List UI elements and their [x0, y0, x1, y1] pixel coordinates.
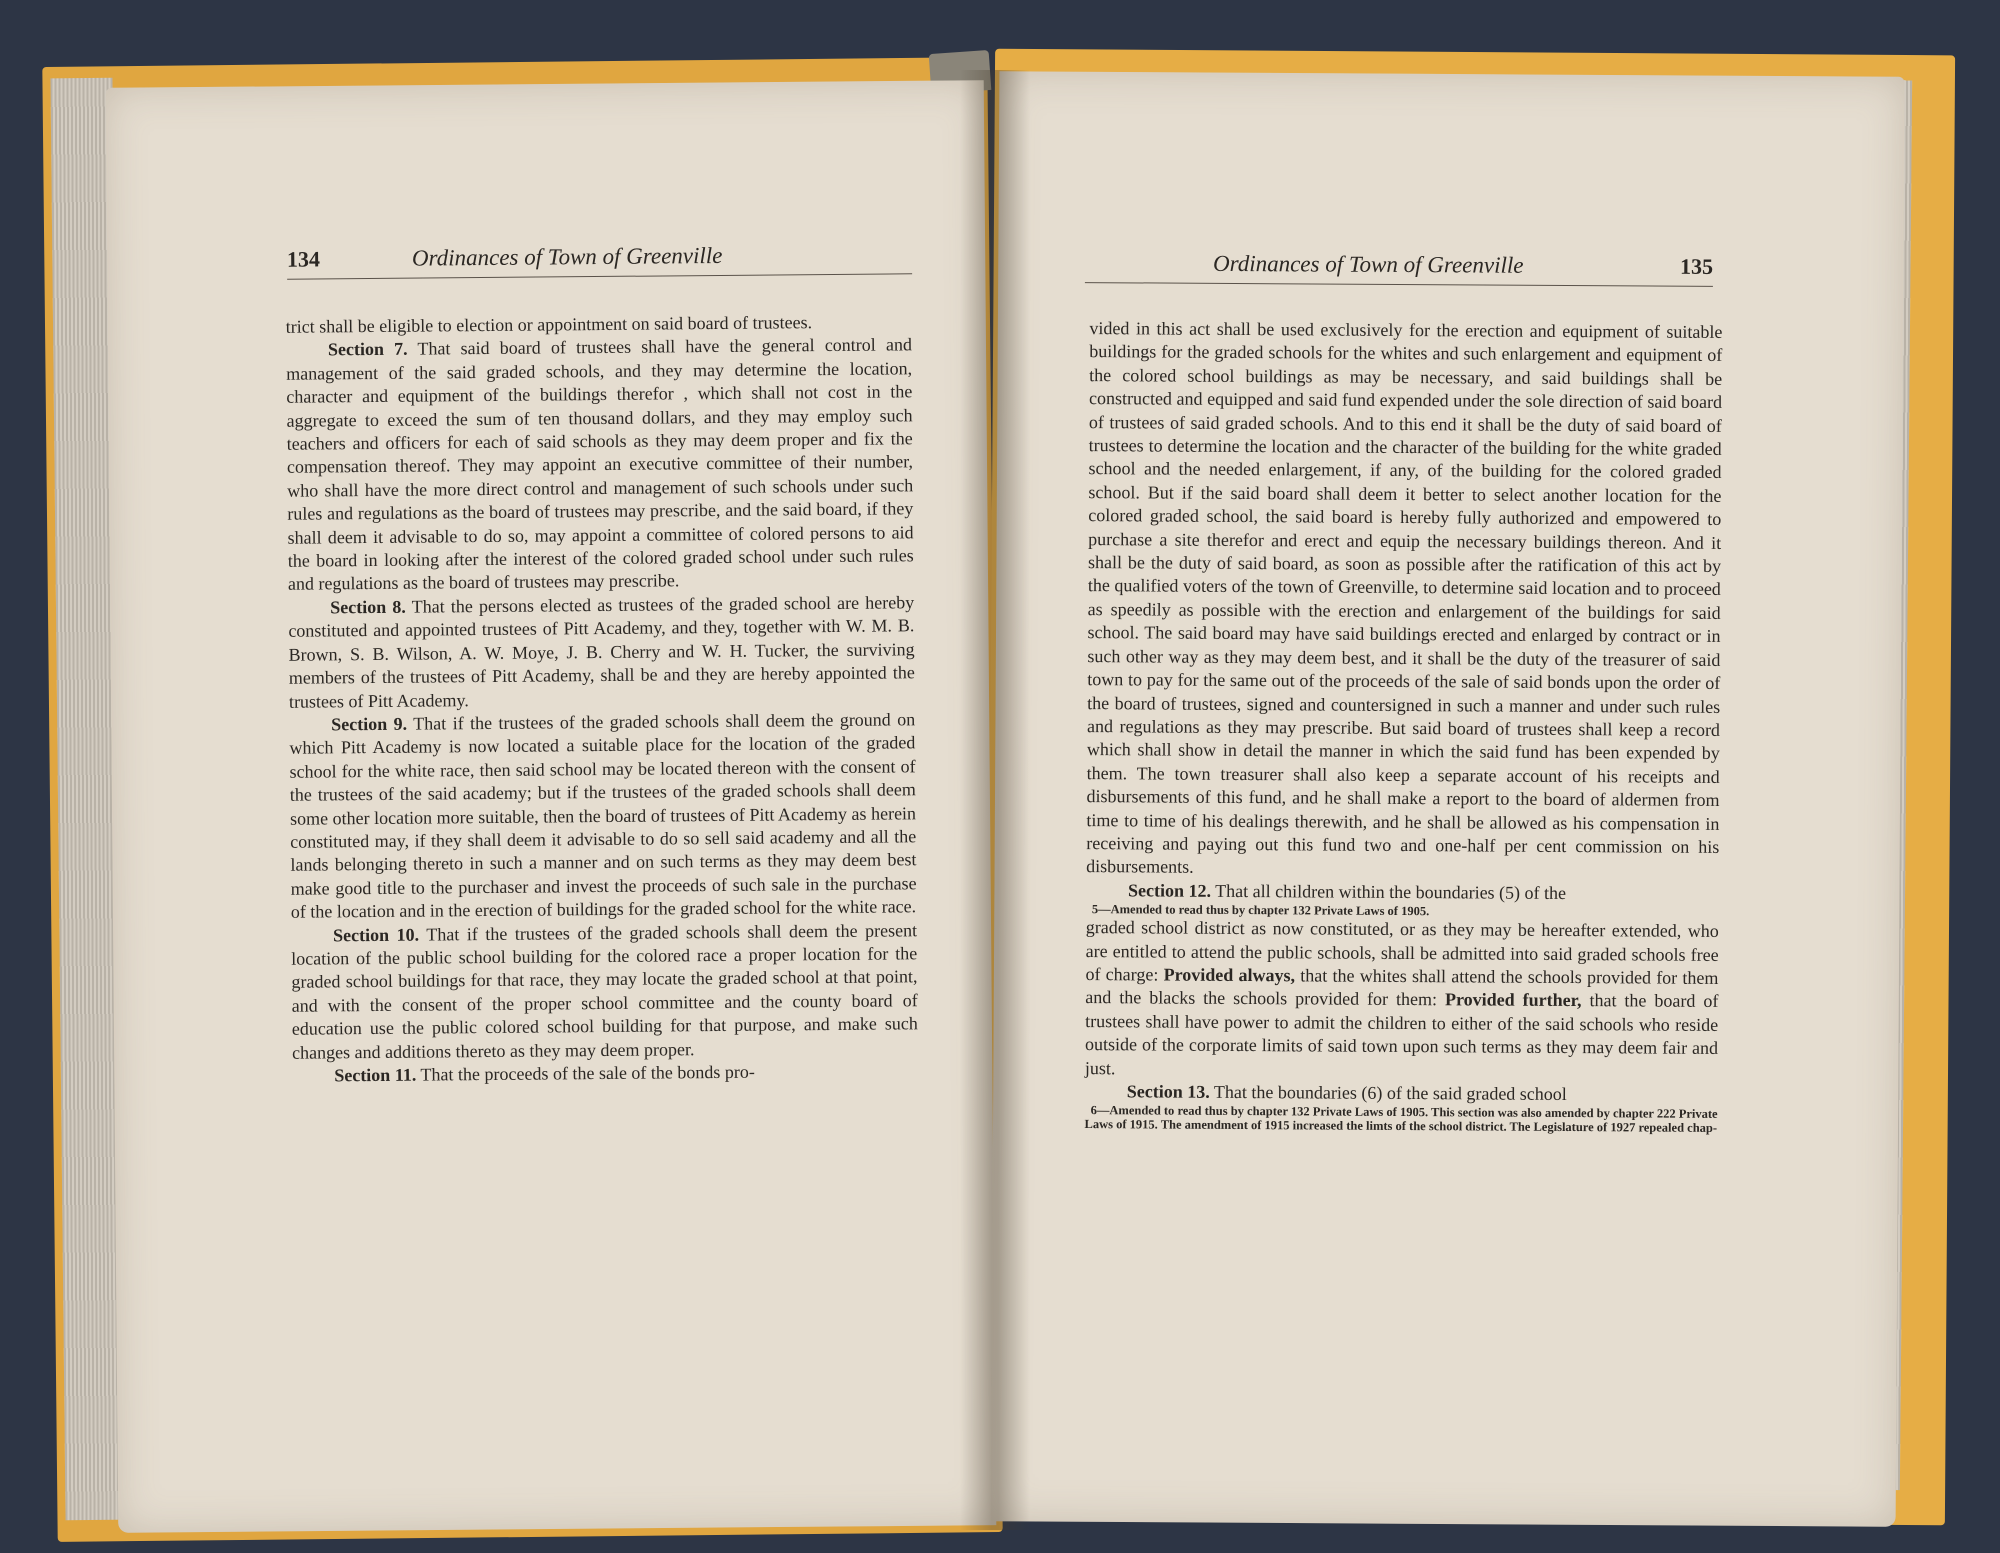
section-7 — [286, 334, 914, 597]
right-header-title: Ordinances of Town of Greenville — [1212, 250, 1524, 278]
section-heading: Section 7. — [327, 339, 408, 360]
section-heading: Section 13. — [1126, 1081, 1210, 1102]
proviso-emphasis: Provided always, — [1163, 964, 1296, 986]
section-heading: Section 9. — [331, 713, 408, 735]
section-heading: Section 10. — [332, 924, 420, 945]
paragraph: vided in this act shall be used exclusively for the erection and equipment of suitable buildings for the graded schools for the whites and such enlargement and equipment of the colored school buildings as may be necessary, and said buildings shall be constructed and equipped and said fund expended under the sole direction of said board of trustees of said graded schools. And to this end it shall be the duty of said board of trustees to determine the location and the character of the building for the white graded school and the needed enlargement, if any, of the building for the colored graded school. But if the said board shall deem it better to select another location for the colored graded school, the said board is hereby fully authorized and empowered to purchase a site therefor and erect and equip the necessary buildings thereon. And it shall be the duty of said board, as soon as possible after the ratification of this act by the qualified voters of the town of Greenville, to determine said location and to proceed as speedily as possible with the erection and enlargement of the buildings for said school. The said board may have said buildings erected and enlarged by contract or in such other way as they may deem best, and it shall be the duty of the treasurer of said town to pay for the same out of the proceeds of the sale of said bonds upon the order of the board of trustees, signed and countersigned in such a manner and under such rules and regulations as they may prescribe. But said board of trustees shall keep a record which shall show in detail the manner in which the said fund has been expended by them. The town treasurer shall also keep a separate account of his receipts and disbursements of this fund, and he shall make a report to the board of aldermen from time to time of his dealings therewith, and he shall be allowed as his compensation in receiving and paying out this fund two and one-half per cent commission on his disbursements. — [1086, 318, 1723, 878]
section-10 — [291, 919, 918, 1065]
footnote-5: 5—Amended to read thus by chapter 132 Private Laws of 1905. — [1091, 902, 1430, 919]
paragraph-text: That said board of trustees shall have the general control and management of the said graded schools, and they may determine the location, character and equipment of the buildings therefor , which shall not cost in the aggregate to exceed the sum of ten thousand dollars, and they may employ such teachers and officers for each of said schools as they may deem proper and fix the compensation thereof. They may appoint an executive committee of their number, who shall have the more direct control and management of such schools under such rules and regulations as the board of trustees may prescribe, and the said board, if they shall deem it advisable to do so, may appoint a committee of colored persons to aid the board in looking after the interest of the colored graded school under such rules and regulations as the board of trustees may prescribe. — [286, 334, 914, 595]
footnote-6: 6—Amended to read thus by chapter 132 Private Laws of 1905. This section was also amended by chapter 222 Private Laws of 1915. The amendment of 1915 increased the limts of the school district. The Legislature of 1927 repealed chap- — [1084, 1103, 1718, 1136]
right-page-text — [1085, 317, 1723, 1135]
left-header-title: Ordinances of Town of Greenville — [411, 242, 723, 271]
section-heading: Section 11. — [334, 1064, 417, 1086]
section-heading: Section 12. — [1127, 880, 1212, 901]
proviso-emphasis: Provided further, — [1444, 989, 1582, 1011]
paragraph-text: That if the trustees of the graded schools shall deem the present location of the public school building for the colored race a proper location for the graded school buildings for that race, they may locate the graded school at that point, and with the consent of the proper school committee and the county board of education use the public colored school building for that purpose, and make such changes and additions thereto as they may deem proper. — [291, 919, 918, 1063]
right-page-number: 135 — [1679, 253, 1714, 279]
section-heading: Section 8. — [330, 596, 406, 618]
paragraph-text: that the whites shall attend the schools provided for them and the blacks the schools provided for them: — [1085, 965, 1719, 1010]
paragraph-text: that the board of trustees shall have power to admit the children to either of the said schools who reside outside of the corporate limits of said town upon such terms as they may deem fair and just. — [1084, 990, 1719, 1078]
paragraph-text: trict shall be eligible to election or appointment on said board of trustees. — [285, 312, 813, 337]
left-page-number: 134 — [286, 246, 321, 272]
left-page-text — [286, 310, 919, 1088]
right-running-head — [1085, 250, 1713, 287]
book-gutter — [960, 70, 1030, 1530]
left-running-head — [287, 241, 912, 279]
paragraph-text: That all children within the boundaries (5) of the — [1215, 880, 1567, 903]
paragraph-text: That the proceeds of the sale of the bonds pro- — [420, 1061, 755, 1085]
section-8 — [288, 591, 915, 713]
paragraph-text: graded school district as now constituted, or as they may be hereafter extended, who are entitled to attend the public schools, shall be admitted into said graded schools free of charge: — [1085, 917, 1719, 985]
section-12-body — [1085, 916, 1719, 1084]
paragraph-text: That if the trustees of the graded schools shall deem the ground on which Pitt Academy is now located a suitable place for the location of the graded school for the white race, then said school may be located thereon with the consent of the trustees of the said academy; but if the trustees of the graded schools shall deem some other location more suitable, then the board of trustees of Pitt Academy as herein constituted may, if they shall deem it advisable to do so sell said academy and all the lands belonging thereto in such a manner and on such terms as they may deem best make good title to the purchaser and invest the proceeds of such sale in the purchase of the location and in the erection of buildings for the graded school for the white race. — [289, 709, 917, 922]
paragraph-text: That the persons elected as trustees of the graded school are hereby constituted and appointed trustees of Pitt Academy, and they, together with W. M. B. Brown, S. B. Wilson, A. W. Moye, J. B. Cherry and W. H. Tucker, the surviving members of the trustees of Pitt Academy, shall be and they are hereby appointed the trustees of Pitt Academy. — [288, 592, 915, 712]
section-9 — [289, 708, 917, 924]
paragraph-text: That the boundaries (6) of the said graded school — [1213, 1081, 1567, 1105]
